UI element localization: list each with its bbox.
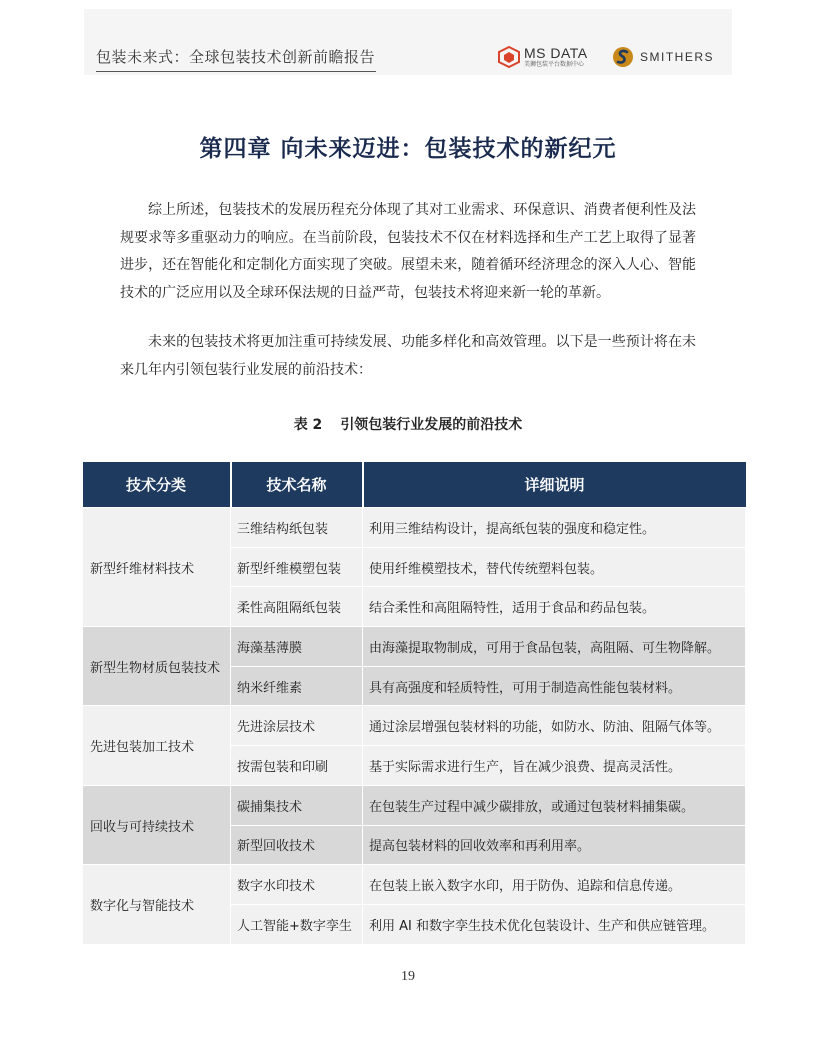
tech-name-cell: 海藻基薄膜 [231,627,363,667]
category-cell: 新型纤维材料技术 [83,508,231,627]
chapter-title: 第四章 向未来迈进：包装技术的新纪元 [199,136,617,162]
column-header-description: 详细说明 [363,462,746,508]
table-header-row [83,462,746,508]
body-paragraph: 未来的包装技术将更加注重可持续发展、功能多样化和高效管理。以下是一些预计将在未来几年内引领包装行业发展的前沿技术： [120,334,696,378]
smithers-logo-icon [612,46,634,68]
tech-desc-cell: 利用三维结构设计，提高纸包装的强度和稳定性。 [363,508,746,548]
category-cell: 回收与可持续技术 [83,785,231,864]
tech-name-cell: 数字水印技术 [231,865,363,905]
table-row [83,508,746,548]
tech-name-cell: 三维结构纸包装 [231,508,363,548]
tech-desc-cell: 在包装上嵌入数字水印，用于防伪、追踪和信息传递。 [363,865,746,905]
ms-data-logo-text: MS DATA [524,45,588,61]
tech-name-cell: 按需包装和印刷 [231,746,363,786]
table-row [83,627,746,667]
tech-desc-cell: 使用纤维模塑技术，替代传统塑料包装。 [363,547,746,587]
ms-data-logo [498,44,588,70]
tech-name-cell: 先进涂层技术 [231,706,363,746]
table-row [83,706,746,746]
table-row [83,785,746,825]
ms-data-logo-subtext: 美狮包装平台数据中心 [524,61,585,68]
smithers-logo [612,44,714,70]
table-caption-text: 引领包装行业发展的前沿技术 [340,417,523,433]
tech-name-cell: 新型回收技术 [231,825,363,865]
body-paragraph: 综上所述，包装技术的发展历程充分体现了其对工业需求、环保意识、消费者便利性及法规要求等多重驱动力的响应。在当前阶段，包装技术不仅在材料选择和生产工艺上取得了显著进步，还在智能化和定制化方面实现了突破。展望未来，随着循环经济理念的深入人心、智能技术的广泛应用以及全球环保法规的日益严苛，包装技术将迎来新一轮的革新。 [120,202,696,301]
category-cell: 先进包装加工技术 [83,706,231,785]
tech-name-cell: 柔性高阻隔纸包装 [231,587,363,627]
smithers-logo-text: SMITHERS [640,50,715,64]
table-caption [0,414,816,434]
technology-table [82,462,746,945]
tech-name-cell: 碳捕集技术 [231,785,363,825]
report-title: 包装未来式：全球包装技术创新前瞻报告 [96,48,376,66]
tech-desc-cell: 通过涂层增强包装材料的功能，如防水、防油、阻隔气体等。 [363,706,746,746]
column-header-category: 技术分类 [83,462,231,508]
tech-desc-cell: 提高包装材料的回收效率和再利用率。 [363,825,746,865]
column-header-name: 技术名称 [231,462,363,508]
page-number: 19 [401,969,415,984]
tech-desc-cell: 在包装生产过程中减少碳排放，或通过包装材料捕集碳。 [363,785,746,825]
tech-desc-cell: 基于实际需求进行生产，旨在减少浪费、提高灵活性。 [363,746,746,786]
category-cell: 数字化与智能技术 [83,865,231,944]
tech-name-cell: 人工智能+数字孪生 [231,904,363,944]
tech-desc-cell: 具有高强度和轻质特性，可用于制造高性能包装材料。 [363,666,746,706]
tech-desc-cell: 由海藻提取物制成，可用于食品包装，高阻隔、可生物降解。 [363,627,746,667]
category-cell: 新型生物材质包装技术 [83,627,231,706]
table-row [83,865,746,905]
tech-desc-cell: 结合柔性和高阻隔特性，适用于食品和药品包装。 [363,587,746,627]
header-divider [96,71,376,72]
ms-data-logo-icon [498,46,520,68]
tech-name-cell: 纳米纤维素 [231,666,363,706]
table-caption-number: 表 2 [293,417,323,433]
tech-name-cell: 新型纤维模塑包装 [231,547,363,587]
tech-desc-cell: 利用 AI 和数字孪生技术优化包装设计、生产和供应链管理。 [363,904,746,944]
